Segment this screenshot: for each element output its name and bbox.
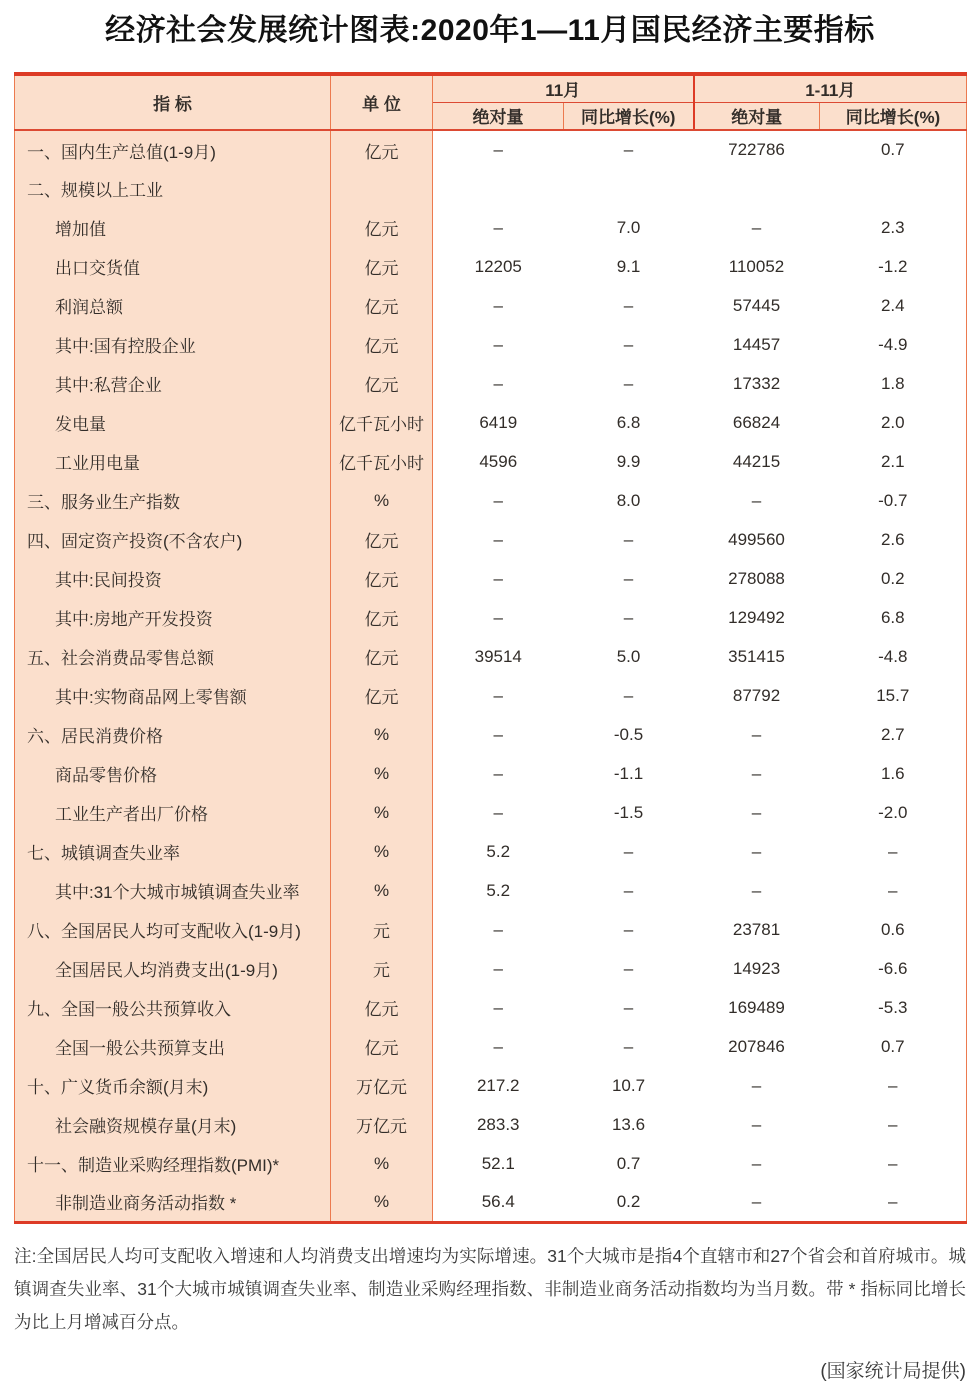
cum-absolute-cell: 87792 bbox=[694, 676, 820, 715]
cum-absolute-cell: 351415 bbox=[694, 637, 820, 676]
cum-absolute-cell: 129492 bbox=[694, 598, 820, 637]
indicator-cell: 二、规模以上工业 bbox=[15, 169, 331, 208]
nov-absolute-cell: 52.1 bbox=[433, 1144, 564, 1183]
cum-absolute-cell: – bbox=[694, 832, 820, 871]
header-cum-absolute: 绝对量 bbox=[694, 102, 820, 130]
header-group-row bbox=[15, 74, 967, 102]
cum-yoy-cell: – bbox=[820, 871, 967, 910]
unit-cell: 元 bbox=[331, 949, 433, 988]
table-row bbox=[15, 481, 967, 520]
cum-absolute-cell: 23781 bbox=[694, 910, 820, 949]
nov-yoy-cell: – bbox=[564, 520, 694, 559]
cum-absolute-cell: – bbox=[694, 793, 820, 832]
indicator-cell: 出口交货值 bbox=[15, 247, 331, 286]
table-row bbox=[15, 208, 967, 247]
unit-cell: 万亿元 bbox=[331, 1105, 433, 1144]
unit-cell: 亿元 bbox=[331, 286, 433, 325]
unit-cell: 亿元 bbox=[331, 364, 433, 403]
table-header bbox=[15, 74, 967, 130]
nov-yoy-cell: – bbox=[564, 832, 694, 871]
indicator-cell: 社会融资规模存量(月末) bbox=[15, 1105, 331, 1144]
nov-absolute-cell: – bbox=[433, 130, 564, 169]
header-unit: 单 位 bbox=[331, 74, 433, 130]
cum-absolute-cell: – bbox=[694, 754, 820, 793]
table-row bbox=[15, 871, 967, 910]
indicator-cell: 非制造业商务活动指数 * bbox=[15, 1183, 331, 1222]
indicator-cell: 工业用电量 bbox=[15, 442, 331, 481]
nov-yoy-cell: -1.1 bbox=[564, 754, 694, 793]
table-row bbox=[15, 247, 967, 286]
cum-absolute-cell: 44215 bbox=[694, 442, 820, 481]
header-nov-absolute: 绝对量 bbox=[433, 102, 564, 130]
nov-yoy-cell: 10.7 bbox=[564, 1066, 694, 1105]
table-row bbox=[15, 949, 967, 988]
cum-absolute-cell: 722786 bbox=[694, 130, 820, 169]
cum-absolute-cell: 66824 bbox=[694, 403, 820, 442]
unit-cell: % bbox=[331, 481, 433, 520]
unit-cell: 亿千瓦小时 bbox=[331, 442, 433, 481]
nov-absolute-cell: – bbox=[433, 949, 564, 988]
table-row bbox=[15, 364, 967, 403]
cum-absolute-cell: 169489 bbox=[694, 988, 820, 1027]
nov-yoy-cell: – bbox=[564, 988, 694, 1027]
cum-yoy-cell: 2.1 bbox=[820, 442, 967, 481]
indicator-cell: 其中:民间投资 bbox=[15, 559, 331, 598]
indicator-cell: 八、全国居民人均可支配收入(1-9月) bbox=[15, 910, 331, 949]
indicator-cell: 工业生产者出厂价格 bbox=[15, 793, 331, 832]
unit-cell: 亿元 bbox=[331, 988, 433, 1027]
cum-yoy-cell: 1.6 bbox=[820, 754, 967, 793]
nov-yoy-cell: -1.5 bbox=[564, 793, 694, 832]
page-title: 经济社会发展统计图表:2020年1—11月国民经济主要指标 bbox=[105, 14, 875, 47]
table-row bbox=[15, 676, 967, 715]
cum-yoy-cell: 15.7 bbox=[820, 676, 967, 715]
indicator-cell: 十一、制造业采购经理指数(PMI)* bbox=[15, 1144, 331, 1183]
nov-absolute-cell: – bbox=[433, 364, 564, 403]
table-row bbox=[15, 442, 967, 481]
indicator-cell: 全国一般公共预算支出 bbox=[15, 1027, 331, 1066]
cum-yoy-cell: – bbox=[820, 1066, 967, 1105]
unit-cell: 亿元 bbox=[331, 208, 433, 247]
indicator-cell: 九、全国一般公共预算收入 bbox=[15, 988, 331, 1027]
table-row bbox=[15, 559, 967, 598]
indicator-cell: 增加值 bbox=[15, 208, 331, 247]
nov-yoy-cell: 8.0 bbox=[564, 481, 694, 520]
cum-yoy-cell bbox=[820, 169, 967, 208]
cum-yoy-cell: 2.7 bbox=[820, 715, 967, 754]
cum-yoy-cell: -5.3 bbox=[820, 988, 967, 1027]
nov-absolute-cell: 4596 bbox=[433, 442, 564, 481]
unit-cell: 亿元 bbox=[331, 247, 433, 286]
nov-yoy-cell: – bbox=[564, 364, 694, 403]
table-row bbox=[15, 988, 967, 1027]
indicator-cell: 六、居民消费价格 bbox=[15, 715, 331, 754]
table-row bbox=[15, 520, 967, 559]
table-row bbox=[15, 286, 967, 325]
indicator-cell: 四、固定资产投资(不含农户) bbox=[15, 520, 331, 559]
unit-cell: 亿千瓦小时 bbox=[331, 403, 433, 442]
cum-absolute-cell: 207846 bbox=[694, 1027, 820, 1066]
nov-yoy-cell: 9.1 bbox=[564, 247, 694, 286]
cum-yoy-cell: -6.6 bbox=[820, 949, 967, 988]
indicator-cell: 商品零售价格 bbox=[15, 754, 331, 793]
indicator-cell: 其中:实物商品网上零售额 bbox=[15, 676, 331, 715]
cum-yoy-cell: -0.7 bbox=[820, 481, 967, 520]
indicator-cell: 其中:31个大城市城镇调查失业率 bbox=[15, 871, 331, 910]
cum-absolute-cell: 57445 bbox=[694, 286, 820, 325]
cum-absolute-cell: – bbox=[694, 1144, 820, 1183]
cum-absolute-cell: 17332 bbox=[694, 364, 820, 403]
table-row bbox=[15, 793, 967, 832]
unit-cell: 亿元 bbox=[331, 637, 433, 676]
indicator-cell: 其中:房地产开发投资 bbox=[15, 598, 331, 637]
nov-yoy-cell: – bbox=[564, 871, 694, 910]
table-row bbox=[15, 325, 967, 364]
nov-absolute-cell: – bbox=[433, 559, 564, 598]
cum-yoy-cell: – bbox=[820, 1183, 967, 1222]
cum-yoy-cell: 2.4 bbox=[820, 286, 967, 325]
nov-absolute-cell: 6419 bbox=[433, 403, 564, 442]
nov-yoy-cell: 9.9 bbox=[564, 442, 694, 481]
table-row bbox=[15, 754, 967, 793]
cum-yoy-cell: -2.0 bbox=[820, 793, 967, 832]
cum-yoy-cell: -4.8 bbox=[820, 637, 967, 676]
source-credit: (国家统计局提供) bbox=[820, 1361, 966, 1382]
cum-absolute-cell: – bbox=[694, 481, 820, 520]
unit-cell: % bbox=[331, 793, 433, 832]
nov-yoy-cell: 6.8 bbox=[564, 403, 694, 442]
unit-cell: 亿元 bbox=[331, 676, 433, 715]
cum-absolute-cell: 110052 bbox=[694, 247, 820, 286]
unit-cell: 元 bbox=[331, 910, 433, 949]
nov-yoy-cell: 13.6 bbox=[564, 1105, 694, 1144]
cum-yoy-cell: -4.9 bbox=[820, 325, 967, 364]
nov-yoy-cell: – bbox=[564, 130, 694, 169]
nov-absolute-cell: – bbox=[433, 598, 564, 637]
nov-yoy-cell: – bbox=[564, 1027, 694, 1066]
nov-absolute-cell: – bbox=[433, 1027, 564, 1066]
cum-yoy-cell: -1.2 bbox=[820, 247, 967, 286]
indicator-cell: 一、国内生产总值(1-9月) bbox=[15, 130, 331, 169]
table-body bbox=[15, 130, 967, 1222]
table-row bbox=[15, 1183, 967, 1222]
table-row bbox=[15, 1027, 967, 1066]
nov-absolute-cell: 217.2 bbox=[433, 1066, 564, 1105]
nov-absolute-cell: – bbox=[433, 676, 564, 715]
table-row bbox=[15, 598, 967, 637]
nov-yoy-cell bbox=[564, 169, 694, 208]
cum-absolute-cell bbox=[694, 169, 820, 208]
indicator-cell: 其中:私营企业 bbox=[15, 364, 331, 403]
nov-absolute-cell: 39514 bbox=[433, 637, 564, 676]
indicator-cell: 七、城镇调查失业率 bbox=[15, 832, 331, 871]
cum-yoy-cell: – bbox=[820, 1144, 967, 1183]
cum-yoy-cell: 1.8 bbox=[820, 364, 967, 403]
header-cum-yoy: 同比增长(%) bbox=[820, 102, 967, 130]
nov-yoy-cell: – bbox=[564, 559, 694, 598]
cum-absolute-cell: 14923 bbox=[694, 949, 820, 988]
cum-absolute-cell: 14457 bbox=[694, 325, 820, 364]
nov-yoy-cell: 5.0 bbox=[564, 637, 694, 676]
unit-cell: 亿元 bbox=[331, 130, 433, 169]
nov-yoy-cell: – bbox=[564, 325, 694, 364]
nov-yoy-cell: – bbox=[564, 286, 694, 325]
nov-yoy-cell: – bbox=[564, 676, 694, 715]
table-row bbox=[15, 169, 967, 208]
unit-cell: % bbox=[331, 1144, 433, 1183]
table-row bbox=[15, 910, 967, 949]
table-row bbox=[15, 1105, 967, 1144]
indicator-cell: 五、社会消费品零售总额 bbox=[15, 637, 331, 676]
page bbox=[0, 10, 980, 1383]
nov-absolute-cell: – bbox=[433, 520, 564, 559]
nov-absolute-cell: – bbox=[433, 715, 564, 754]
indicators-table bbox=[14, 72, 967, 1224]
cum-absolute-cell: 499560 bbox=[694, 520, 820, 559]
indicator-cell: 利润总额 bbox=[15, 286, 331, 325]
nov-yoy-cell: – bbox=[564, 949, 694, 988]
cum-yoy-cell: 2.0 bbox=[820, 403, 967, 442]
cum-absolute-cell: – bbox=[694, 1105, 820, 1144]
unit-cell: 亿元 bbox=[331, 1027, 433, 1066]
cum-yoy-cell: – bbox=[820, 832, 967, 871]
unit-cell: % bbox=[331, 871, 433, 910]
indicator-cell: 发电量 bbox=[15, 403, 331, 442]
unit-cell: 亿元 bbox=[331, 520, 433, 559]
indicator-cell: 其中:国有控股企业 bbox=[15, 325, 331, 364]
cum-yoy-cell: 0.7 bbox=[820, 130, 967, 169]
nov-absolute-cell: 12205 bbox=[433, 247, 564, 286]
nov-absolute-cell: – bbox=[433, 910, 564, 949]
cum-yoy-cell: – bbox=[820, 1105, 967, 1144]
cum-absolute-cell: 278088 bbox=[694, 559, 820, 598]
nov-yoy-cell: 0.2 bbox=[564, 1183, 694, 1222]
nov-absolute-cell: – bbox=[433, 325, 564, 364]
nov-absolute-cell: – bbox=[433, 754, 564, 793]
header-nov-yoy: 同比增长(%) bbox=[564, 102, 694, 130]
cum-yoy-cell: 6.8 bbox=[820, 598, 967, 637]
nov-yoy-cell: 0.7 bbox=[564, 1144, 694, 1183]
unit-cell: % bbox=[331, 754, 433, 793]
footnote: 注:全国居民人均可支配收入增速和人均消费支出增速均为实际增速。31个大城市是指4个直辖市和27个省会和首府城市。城镇调查失业率、31个大城市城镇调查失业率、制造业采购经理指数、非制造业商务活动指数均为当月数。带 * 指标同比增长为比上月增减百分点。 bbox=[14, 1245, 966, 1332]
unit-cell bbox=[331, 169, 433, 208]
header-group-november: 11月 bbox=[433, 74, 694, 102]
nov-absolute-cell: 5.2 bbox=[433, 871, 564, 910]
indicator-cell: 三、服务业生产指数 bbox=[15, 481, 331, 520]
table-row bbox=[15, 130, 967, 169]
unit-cell: % bbox=[331, 715, 433, 754]
header-indicator: 指 标 bbox=[15, 74, 331, 130]
unit-cell: 亿元 bbox=[331, 325, 433, 364]
unit-cell: 万亿元 bbox=[331, 1066, 433, 1105]
table-row bbox=[15, 403, 967, 442]
table-row bbox=[15, 637, 967, 676]
nov-absolute-cell: 5.2 bbox=[433, 832, 564, 871]
header-group-jan-nov: 1-11月 bbox=[694, 74, 967, 102]
unit-cell: 亿元 bbox=[331, 598, 433, 637]
nov-absolute-cell: – bbox=[433, 988, 564, 1027]
cum-yoy-cell: 2.6 bbox=[820, 520, 967, 559]
cum-absolute-cell: – bbox=[694, 1183, 820, 1222]
nov-absolute-cell: – bbox=[433, 481, 564, 520]
cum-absolute-cell: – bbox=[694, 715, 820, 754]
cum-absolute-cell: – bbox=[694, 871, 820, 910]
nov-absolute-cell: – bbox=[433, 208, 564, 247]
table-row bbox=[15, 715, 967, 754]
nov-absolute-cell bbox=[433, 169, 564, 208]
indicator-cell: 十、广义货币余额(月末) bbox=[15, 1066, 331, 1105]
cum-absolute-cell: – bbox=[694, 208, 820, 247]
unit-cell: % bbox=[331, 1183, 433, 1222]
nov-yoy-cell: – bbox=[564, 910, 694, 949]
unit-cell: % bbox=[331, 832, 433, 871]
table-row bbox=[15, 1144, 967, 1183]
nov-absolute-cell: 283.3 bbox=[433, 1105, 564, 1144]
cum-yoy-cell: 0.6 bbox=[820, 910, 967, 949]
nov-yoy-cell: 7.0 bbox=[564, 208, 694, 247]
nov-yoy-cell: -0.5 bbox=[564, 715, 694, 754]
indicator-cell: 全国居民人均消费支出(1-9月) bbox=[15, 949, 331, 988]
nov-absolute-cell: – bbox=[433, 286, 564, 325]
nov-yoy-cell: – bbox=[564, 598, 694, 637]
table-row bbox=[15, 832, 967, 871]
cum-yoy-cell: 0.2 bbox=[820, 559, 967, 598]
nov-absolute-cell: – bbox=[433, 793, 564, 832]
table-row bbox=[15, 1066, 967, 1105]
cum-yoy-cell: 0.7 bbox=[820, 1027, 967, 1066]
cum-yoy-cell: 2.3 bbox=[820, 208, 967, 247]
cum-absolute-cell: – bbox=[694, 1066, 820, 1105]
unit-cell: 亿元 bbox=[331, 559, 433, 598]
nov-absolute-cell: 56.4 bbox=[433, 1183, 564, 1222]
